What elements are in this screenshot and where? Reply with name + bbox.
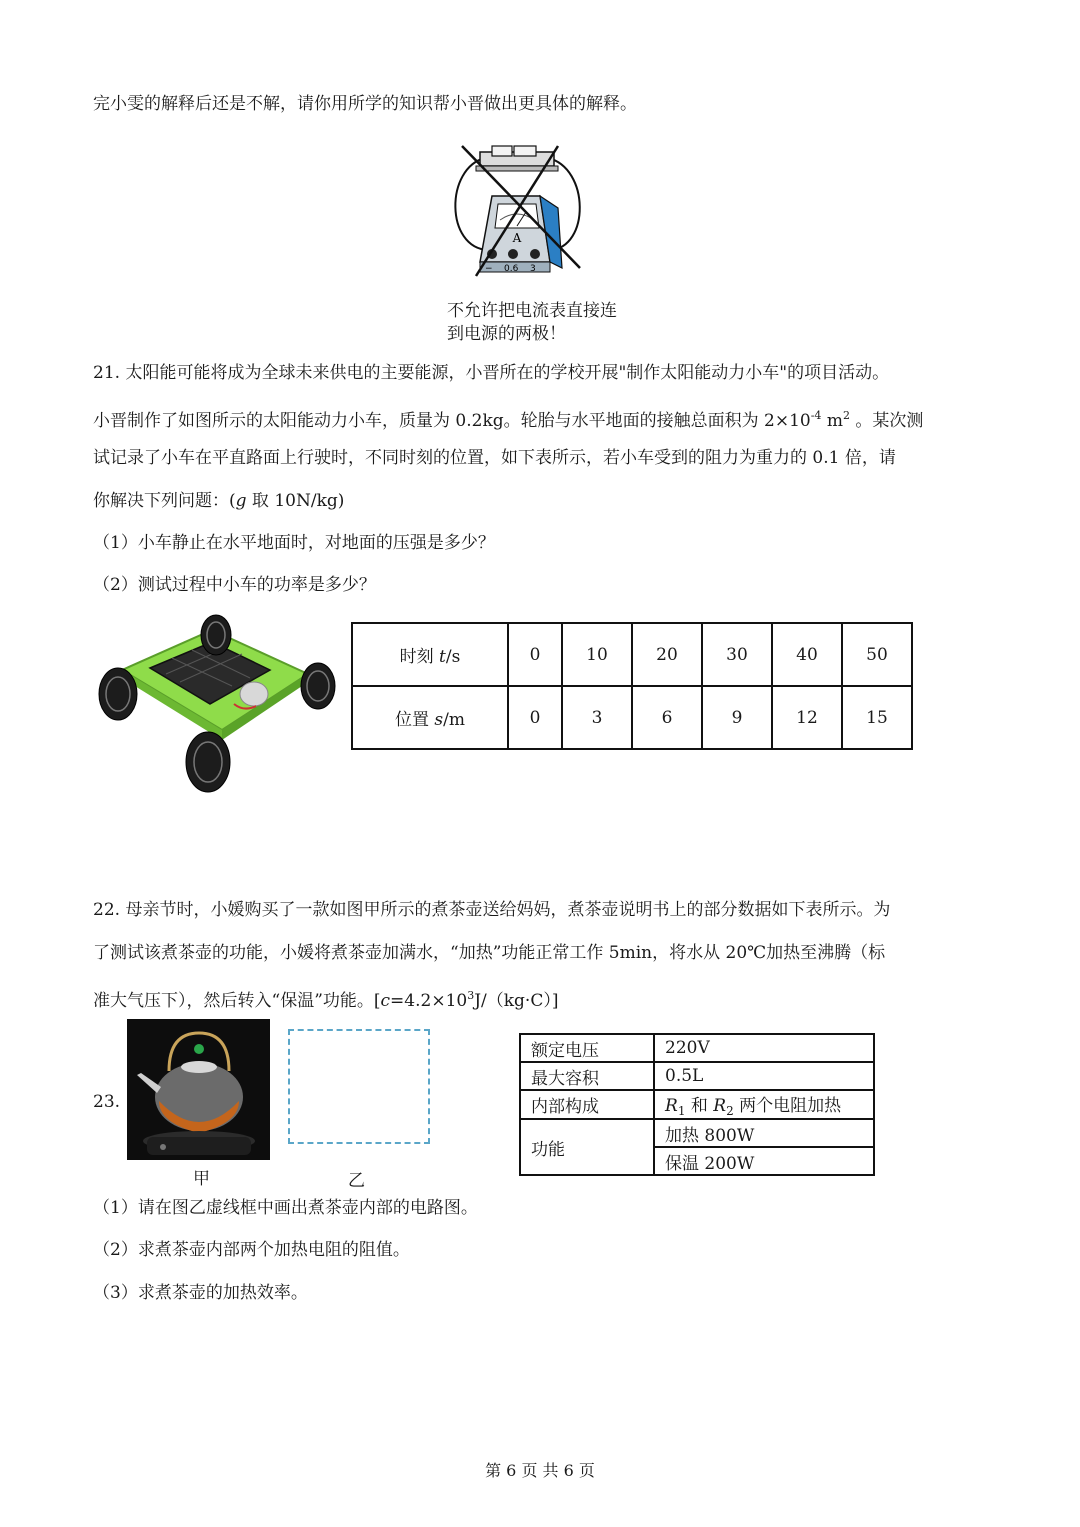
q21-sub-1: （1）小车静止在水平地面时，对地面的压强是多少？ [93, 533, 495, 553]
page-footer: 第 6 页 共 6 页 [485, 1461, 595, 1480]
table-cell: 6 [632, 686, 702, 749]
meter-letter: A [512, 231, 522, 245]
table-row [352, 623, 912, 686]
ammeter-caption-1: 不允许把电流表直接连 [447, 301, 617, 321]
ammeter-figure [440, 138, 590, 278]
table-cell: 0.5L [654, 1062, 874, 1090]
area-exponent: -4 [810, 409, 822, 422]
table-cell: 加热 800W [654, 1119, 874, 1147]
q21-line-2-text: 小晋制作了如图所示的太阳能动力小车，质量为 0.2kg。轮胎与水平地面的接触总面积为 2×10 [93, 411, 811, 431]
scale-minus: − [485, 264, 493, 274]
table-row [520, 1062, 874, 1090]
q22-sub-1: （1）请在图乙虚线框中画出煮茶壶内部的电路图。 [93, 1198, 478, 1218]
table-cell: 0 [508, 686, 562, 749]
table-cell: 12 [772, 686, 842, 749]
c-symbol: c [380, 991, 391, 1011]
table-cell: 内部构成 [520, 1090, 654, 1119]
table-cell: $R_1$ 和 $R_2$ 两个电阻加热 [654, 1090, 874, 1119]
q21-line-4-a: 你解决下列问题：( [93, 491, 236, 511]
intro-text: 完小雯的解释后还是不解，请你用所学的知识帮小晋做出更具体的解释。 [93, 94, 637, 114]
solar-car-image [94, 612, 339, 802]
q22-sub-3: （3）求煮茶壶的加热效率。 [93, 1283, 308, 1303]
table-cell: 最大容积 [520, 1062, 654, 1090]
area-unit: m [821, 411, 843, 431]
table-row [520, 1034, 874, 1062]
table-cell: 9 [702, 686, 772, 749]
position-row-label: 位置 s/m [352, 686, 508, 749]
g-symbol: g [235, 491, 247, 511]
time-row-label: 时刻 t/s [352, 623, 508, 686]
q21-line-2-tail: 。某次测 [849, 411, 924, 431]
q22-sub-2: （2）求煮茶壶内部两个加热电阻的阻值。 [93, 1240, 410, 1260]
q21-line-1: 21. 太阳能可能将成为全球未来供电的主要能源，小晋所在的学校开展"制作太阳能动力小车"的项目活动。 [93, 363, 890, 383]
figure-yi-label: 乙 [348, 1171, 365, 1191]
q22-line-3: 准大气压下），然后转入“保温”功能。$[c=4.2\times 10^3J/(kg\cdot C)]$ [93, 989, 559, 1011]
table-cell: 10 [562, 623, 632, 686]
table-cell: 3 [562, 686, 632, 749]
table-row [520, 1119, 874, 1147]
question-23-number: 23. [93, 1092, 121, 1112]
table-cell: 0 [508, 623, 562, 686]
q21-line-2 [93, 404, 923, 433]
table-cell: 220V [654, 1034, 874, 1062]
table-cell: 15 [842, 686, 912, 749]
teapot-image [127, 1019, 270, 1160]
table-cell: 20 [632, 623, 702, 686]
scale-3: 3 [530, 264, 536, 274]
figure-jia-label: 甲 [193, 1169, 210, 1189]
table-row [352, 686, 912, 749]
q21-line-4 [93, 489, 344, 513]
q21-line-4-b: 取 10N/kg) [246, 491, 345, 511]
ammeter-caption-2: 到电源的两极！ [447, 324, 566, 344]
motion-table [351, 622, 913, 750]
table-row [520, 1090, 874, 1119]
scale-06: 0.6 [504, 264, 519, 274]
q22-line-1: 22. 母亲节时，小媛购买了一款如图甲所示的煮茶壶送给妈妈，煮茶壶说明书上的部分数据如下表所示。为 [93, 900, 891, 920]
table-cell: 额定电压 [520, 1034, 654, 1062]
q21-line-3: 试记录了小车在平直路面上行驶时，不同时刻的位置，如下表所示，若小车受到的阻力为重力的 0.1 倍，请 [93, 448, 896, 468]
table-cell: 功能 [520, 1119, 654, 1175]
table-cell: 30 [702, 623, 772, 686]
spec-table [519, 1033, 875, 1176]
table-cell: 50 [842, 623, 912, 686]
table-cell: 保温 200W [654, 1147, 874, 1175]
circuit-drawing-box[interactable] [288, 1029, 430, 1144]
table-cell: 40 [772, 623, 842, 686]
q21-sub-2: （2）测试过程中小车的功率是多少？ [93, 575, 376, 595]
area-unit-exponent: 2 [842, 409, 850, 422]
heat-capacity-exponent: 3 [467, 989, 475, 1002]
q22-line-2: 了测试该煮茶壶的功能，小媛将煮茶壶加满水，“加热”功能正常工作 5min，将水从 20℃加热至沸腾（标 [93, 943, 886, 963]
